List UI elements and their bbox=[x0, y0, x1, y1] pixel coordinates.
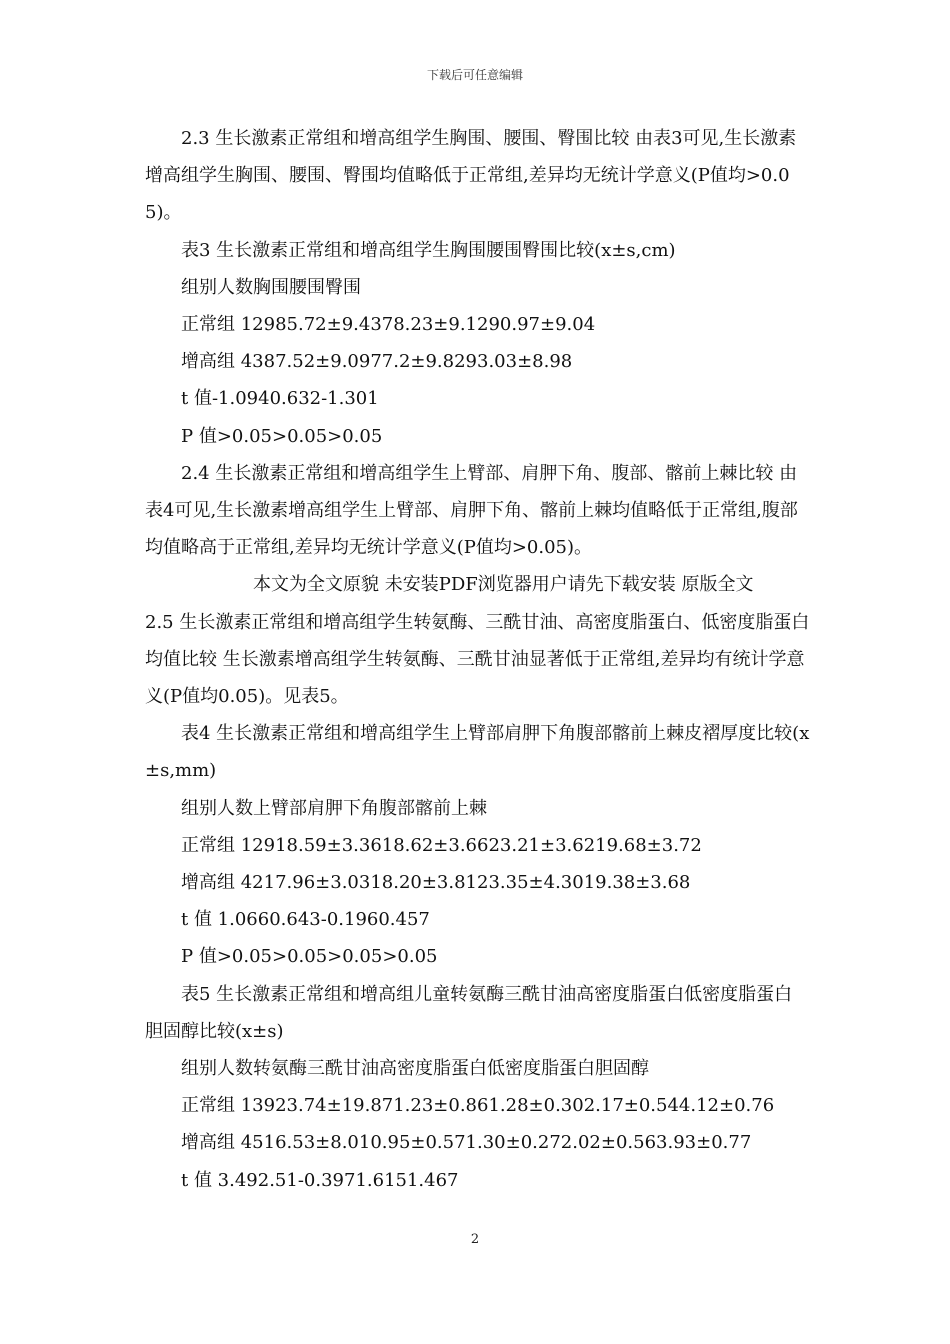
header-note: 下载后可任意编辑 bbox=[426, 68, 523, 82]
table4-header: 组别人数上臂部肩胛下角腹部髂前上棘 bbox=[181, 797, 487, 819]
table5-header: 组别人数转氨酶三酰甘油高密度脂蛋白低密度脂蛋白胆固醇 bbox=[181, 1058, 649, 1080]
paragraph-2-3: 2.3 生长激素正常组和增高组学生胸围、腰围、臀围比较 由表3可见,生长激素增高组学生胸围、腰围、臀围均值略低于正常组,差异均无统计学意义(P值均>0.05)。 bbox=[145, 128, 797, 224]
page-number: 2 bbox=[470, 1232, 480, 1247]
paragraph-2-5: 2.5 生长激素正常组和增高组学生转氨酶、三酰甘油、高密度脂蛋白、低密度脂蛋白均值比较 生长激素增高组学生转氨酶、三酰甘油显著低于正常组,差异均有统计学意义(P值均0.05)。见表5。 bbox=[145, 611, 810, 708]
table3-row-normal: 正常组 12985.72±9.4378.23±9.1290.97±9.04 bbox=[181, 314, 596, 336]
table4-row-p: P 值>0.05>0.05>0.05>0.05 bbox=[181, 946, 438, 968]
table4-row-t: t 值 1.0660.643-0.1960.457 bbox=[181, 909, 430, 931]
table5-row-high: 增高组 4516.53±8.010.95±0.571.30±0.272.02±0.563.93±0.77 bbox=[181, 1132, 752, 1154]
table4-title: 表4 生长激素正常组和增高组学生上臂部肩胛下角腹部髂前上棘皮褶厚度比较(x±s,mm) bbox=[145, 723, 810, 782]
table3-row-t: t 值-1.0940.632-1.301 bbox=[181, 388, 379, 410]
download-notice[interactable]: 本文为全文原貌 未安装PDF浏览器用户请先下载安装 原版全文 bbox=[253, 574, 754, 596]
table4-row-high: 增高组 4217.96±3.0318.20±3.8123.35±4.3019.38±3.68 bbox=[181, 872, 691, 894]
paragraph-2-4: 2.4 生长激素正常组和增高组学生上臂部、肩胛下角、腹部、髂前上棘比较 由表4可见,生长激素增高组学生上臂部、肩胛下角、髂前上棘均值略低于正常组,腹部均值略高于正常组,差异均无统计学意义(P值均>0.05)。 bbox=[145, 462, 798, 559]
table5-title: 表5 生长激素正常组和增高组儿童转氨酶三酰甘油高密度脂蛋白低密度脂蛋白胆固醇比较(x±s) bbox=[145, 983, 793, 1042]
document-body bbox=[145, 120, 810, 1199]
table3-header: 组别人数胸围腰围臀围 bbox=[181, 276, 361, 298]
table5-row-normal: 正常组 13923.74±19.871.23±0.861.28±0.302.17±0.544.12±0.76 bbox=[181, 1095, 775, 1117]
table3-row-high: 增高组 4387.52±9.0977.2±9.8293.03±8.98 bbox=[181, 351, 573, 373]
table5-row-t: t 值 3.492.51-0.3971.6151.467 bbox=[181, 1169, 459, 1191]
table4-row-normal: 正常组 12918.59±3.3618.62±3.6623.21±3.6219.68±3.72 bbox=[181, 834, 702, 856]
table3-row-p: P 值>0.05>0.05>0.05 bbox=[181, 425, 383, 447]
table3-title: 表3 生长激素正常组和增高组学生胸围腰围臀围比较(x±s,cm) bbox=[181, 239, 676, 261]
